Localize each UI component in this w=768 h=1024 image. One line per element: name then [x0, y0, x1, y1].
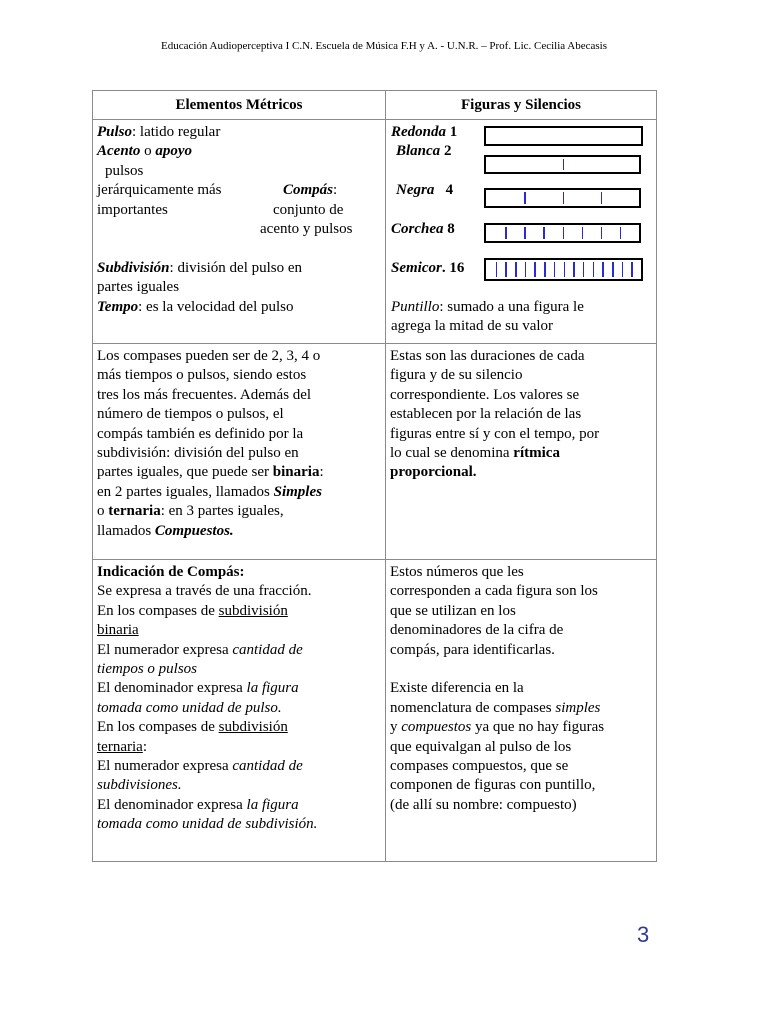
text-line: llamados Compuestos.: [97, 522, 234, 539]
division-tick: [612, 262, 614, 277]
text-line: compás también es definido por la: [97, 425, 304, 442]
text-line: subdivisiones.: [97, 777, 182, 794]
puntillo-line-2: agrega la mitad de su valor: [391, 318, 554, 334]
subdivision-definition: Subdivisión: división del pulso en: [97, 260, 303, 276]
acento-line-3: pulsos: [105, 163, 144, 179]
figure-label-blanca: Blanca 2: [396, 143, 452, 159]
text-line: Se expresa a través de una fracción.: [97, 583, 312, 600]
figure-label-corchea: Corchea 8: [391, 221, 455, 237]
table-row: [93, 560, 657, 862]
text-line: establecen por la relación de las: [390, 406, 582, 423]
division-tick: [505, 227, 507, 239]
text-line: o ternaria: en 3 partes iguales,: [97, 503, 284, 520]
corchea-bar: [484, 223, 641, 243]
compases-cell: [93, 344, 386, 560]
figure-label-redonda: Redonda 1: [391, 124, 458, 140]
division-tick: [505, 262, 507, 277]
text-line: tiempos o pulsos: [97, 660, 198, 677]
division-tick: [496, 262, 498, 277]
blanca-bar: [484, 155, 641, 174]
compas-term: Compás:: [283, 182, 338, 198]
tempo-definition: Tempo: es la velocidad del pulso: [97, 299, 294, 315]
blank-line: [390, 660, 651, 679]
division-tick: [525, 262, 527, 277]
text-line: binaria: [97, 622, 139, 639]
division-tick: [564, 262, 566, 277]
text-line: Estas son las duraciones de cada: [390, 348, 585, 364]
division-tick: [582, 227, 584, 239]
text-line: proporcional.: [390, 464, 477, 481]
text-line: y compuestos ya que no hay figuras: [390, 719, 605, 736]
column-header-figuras: Figuras y Silencios: [386, 91, 657, 120]
text-line: compás, para identificarlas.: [390, 641, 555, 658]
indicacion-title: Indicación de Compás:: [97, 564, 245, 580]
text-line: que se utilizan en los: [390, 602, 516, 619]
division-tick: [583, 262, 585, 277]
division-tick: [554, 262, 556, 277]
text-line: figura y de su silencio: [390, 367, 523, 384]
semicor-bar: [484, 258, 643, 281]
text-line: corresponden a cada figura son los: [390, 583, 598, 600]
text-line: subdivisión: división del pulso en: [97, 444, 299, 461]
division-tick: [563, 192, 565, 204]
text-line: en 2 partes iguales, llamados Simples: [97, 483, 322, 500]
denominadores-cell: [386, 560, 657, 862]
text-line: El denominador expresa la figura: [97, 796, 299, 813]
compas-line-3: acento y pulsos: [260, 221, 353, 237]
negra-bar: [484, 188, 641, 208]
division-tick: [544, 262, 546, 277]
puntillo-definition: Puntillo: sumado a una figura le: [391, 299, 584, 315]
text-line: más tiempos o pulsos, siendo estos: [97, 367, 307, 384]
figure-label-negra: Negra 4: [396, 182, 454, 198]
division-tick: [573, 262, 575, 277]
acento-line-5: importantes: [97, 202, 168, 218]
text-line: tomada como unidad de subdivisión.: [97, 816, 318, 833]
division-tick: [622, 262, 624, 277]
division-tick: [601, 192, 603, 204]
division-tick: [563, 159, 565, 170]
text-line: figuras entre sí y con el tempo, por: [390, 425, 600, 442]
text-line: En los compases de subdivisión: [97, 602, 288, 619]
page-header: Educación Audioperceptiva I C.N. Escuela de Música F.H y A. - U.N.R. – Prof. Lic. Cecilia Abecasis: [160, 40, 608, 52]
division-tick: [602, 262, 604, 277]
text-line: compases compuestos, que se: [390, 757, 569, 774]
indicacion-cell: [93, 560, 386, 862]
metric-elements-cell: [93, 120, 386, 344]
division-tick: [524, 192, 526, 204]
table-row: [93, 120, 657, 344]
pulso-definition: Pulso: latido regular: [97, 124, 221, 140]
redonda-bar: [484, 126, 643, 146]
duraciones-cell: [386, 344, 657, 560]
column-header-elementos: Elementos Métricos: [93, 91, 386, 120]
text-line: ternaria:: [97, 738, 147, 755]
division-tick: [543, 227, 545, 239]
text-line: (de allí su nombre: compuesto): [390, 796, 577, 813]
division-tick: [534, 262, 536, 277]
table-row: [93, 344, 657, 560]
division-tick: [601, 227, 603, 239]
division-tick: [524, 227, 526, 239]
division-tick: [593, 262, 595, 277]
text-line: El denominador expresa la figura: [97, 680, 299, 697]
text-line: número de tiempos o pulsos, el: [97, 406, 284, 423]
division-tick: [631, 262, 633, 277]
table-header-row: [93, 91, 657, 120]
compas-line-2: conjunto de: [273, 202, 344, 218]
division-tick: [620, 227, 622, 239]
text-line: componen de figuras con puntillo,: [390, 777, 596, 794]
text-line: Existe diferencia en la: [390, 680, 524, 697]
metrics-table: [92, 90, 657, 862]
text-line: partes iguales, que puede ser binaria:: [97, 464, 324, 481]
acento-term: Acento o apoyo: [97, 143, 193, 159]
text-line: Estos números que les: [390, 564, 524, 580]
acento-line-4: jerárquicamente más: [97, 182, 222, 198]
text-line: denominadores de la cifra de: [390, 622, 564, 639]
text-line: lo cual se denomina rítmica: [390, 444, 560, 461]
text-line: El numerador expresa cantidad de: [97, 641, 303, 658]
text-line: El numerador expresa cantidad de: [97, 757, 303, 774]
division-tick: [563, 227, 565, 239]
text-line: que equivalgan al pulso de los: [390, 738, 572, 755]
figure-label-semicor: Semicor. 16: [391, 260, 465, 276]
figures-cell: [386, 120, 657, 344]
text-line: En los compases de subdivisión: [97, 719, 288, 736]
text-line: correspondiente. Los valores se: [390, 386, 580, 403]
text-line: Los compases pueden ser de 2, 3, 4 o: [97, 348, 321, 364]
text-line: tres los más frecuentes. Además del: [97, 386, 312, 403]
text-line: tomada como unidad de pulso.: [97, 699, 282, 716]
subdivision-line-2: partes iguales: [97, 279, 180, 295]
text-line: nomenclatura de compases simples: [390, 699, 601, 716]
page-number: 3: [637, 922, 650, 947]
division-tick: [515, 262, 517, 277]
